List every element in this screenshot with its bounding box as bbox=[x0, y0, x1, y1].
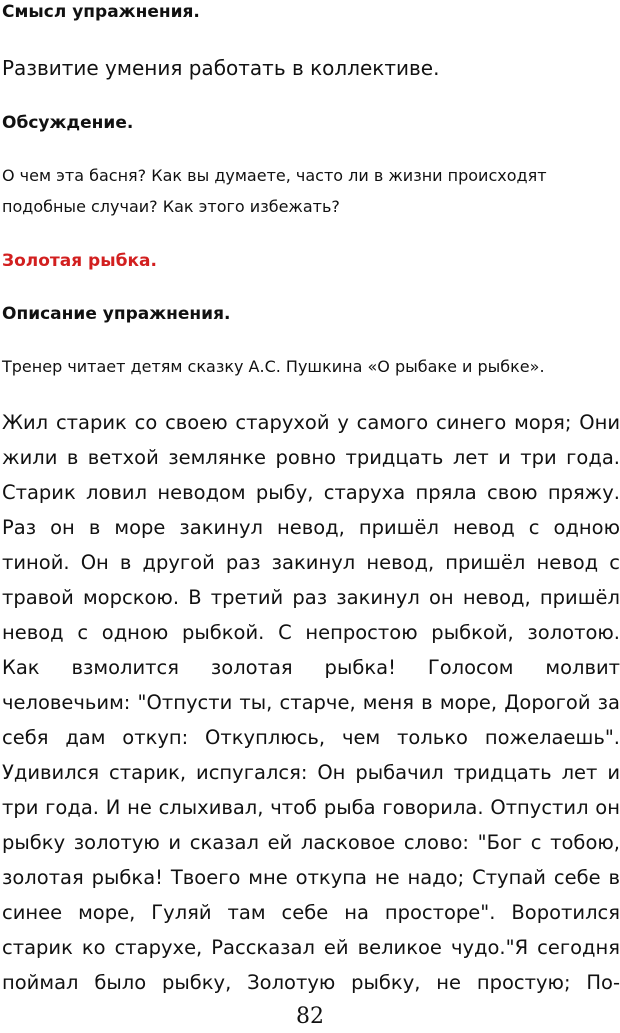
heading-discussion: Обсуждение. bbox=[2, 113, 134, 133]
tale-line: себя дам откуп: Откуплюсь, чем только пожелаешь". bbox=[2, 726, 620, 749]
tale-line: поймал было рыбку, Золотую рыбку, не простую; По- bbox=[2, 971, 620, 994]
tale-line: жили в ветхой землянке ровно тридцать лет и три года. bbox=[2, 446, 620, 469]
tale-line: синее море, Гуляй там себе на просторе". Воротился bbox=[2, 901, 620, 924]
tale-line: тиной. Он в другой раз закинул невод, пришёл невод с bbox=[2, 551, 620, 574]
tale-line: невод с одною рыбкой. С непростою рыбкой, золотою. bbox=[2, 621, 620, 644]
meaning-text: Развитие умения работать в коллективе. bbox=[2, 56, 440, 80]
tale-line: Удивился старик, испугался: Он рыбачил тридцать лет и bbox=[2, 761, 620, 784]
tale-line: Жил старик со своею старухой у самого синего моря; Они bbox=[2, 411, 620, 434]
heading-exercise-title: Золотая рыбка. bbox=[2, 251, 157, 271]
discussion-text: О чем эта басня? Как вы думаете, часто ли в жизни происходят подобные случаи? Как этого избежать? bbox=[2, 166, 547, 216]
tale-line: старик ко старухе, Рассказал ей великое чудо."Я сегодня bbox=[2, 936, 620, 959]
tale-line: рыбку золотую и сказал ей ласковое слово: "Бог с тобою, bbox=[2, 831, 620, 854]
tale-line: человечьим: "Отпусти ты, старче, меня в море, Дорогой за bbox=[2, 691, 620, 714]
page-number: 82 bbox=[296, 1004, 324, 1029]
tale-line: три года. И не слыхивал, чтоб рыба говорила. Отпустил он bbox=[2, 796, 620, 819]
tale-line: золотая рыбка! Твоего мне откупа не надо; Ступай себе в bbox=[2, 866, 620, 889]
heading-meaning: Смысл упражнения. bbox=[2, 2, 200, 22]
description-text: Тренер читает детям сказку А.С. Пушкина «О рыбаке и рыбке». bbox=[2, 357, 545, 376]
tale-line: Как взмолится золотая рыбка! Голосом молвит bbox=[2, 656, 620, 679]
tale-line: Раз он в море закинул невод, пришёл невод с одною bbox=[2, 516, 620, 539]
tale-line: травой морскою. В третий раз закинул он невод, пришёл bbox=[2, 586, 620, 609]
tale-line: Старик ловил неводом рыбу, старуха пряла свою пряжу. bbox=[2, 481, 620, 504]
heading-description: Описание упражнения. bbox=[2, 304, 231, 324]
